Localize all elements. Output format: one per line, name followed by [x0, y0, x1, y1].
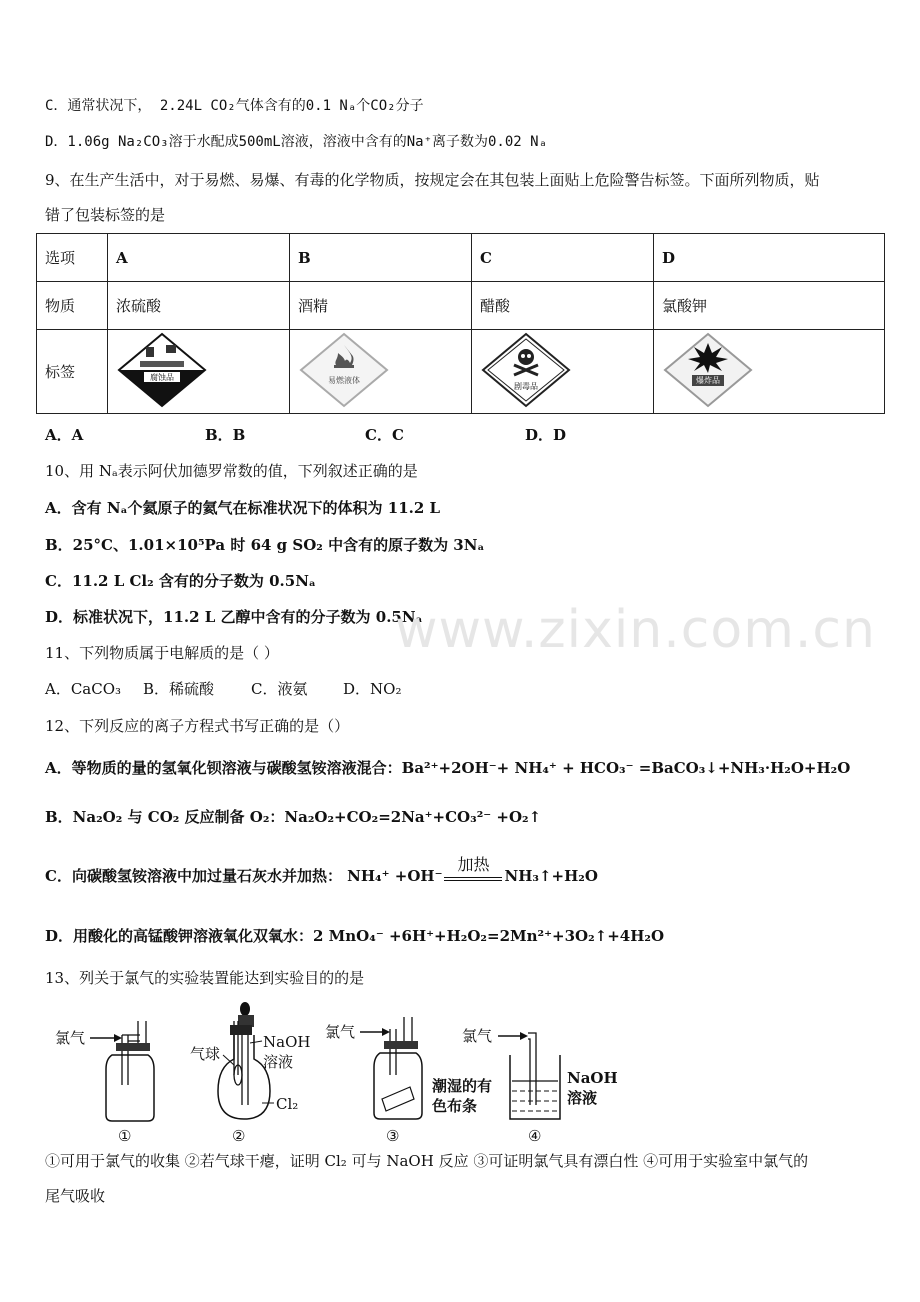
q13-statement-line2: 尾气吸收 [45, 1187, 106, 1205]
q13-stem: 13、列关于氯气的实验装置能达到实验目的的是 [45, 969, 365, 987]
table-cell [108, 330, 290, 414]
q12-option-b[interactable]: B．Na₂O₂ 与 CO₂ 反应制备 O₂：Na₂O₂+CO₂=2Na⁺+CO₃²⁻ +O₂↑ [45, 808, 542, 826]
q8-option-c: C．通常状况下， 2.24L CO₂气体含有的0.1 Nₐ个CO₂分子 [45, 98, 424, 114]
chlorine-label: 氯气 [462, 1027, 493, 1045]
table-row [37, 330, 885, 414]
table-header-cell: B [290, 234, 472, 282]
label-text: 易燃液体 [328, 375, 360, 385]
q12-option-c[interactable] [45, 855, 598, 886]
q11-stem: 11、下列物质属于电解质的是（ ） [45, 644, 279, 662]
q12-option-c-post: NH₃↑+H₂O [504, 867, 598, 885]
q10-option-c[interactable]: C．11.2 L Cl₂ 含有的分子数为 0.5Nₐ [45, 572, 316, 590]
table-cell [290, 330, 472, 414]
table-cell [472, 330, 654, 414]
chlorine-label: 氯气 [325, 1023, 356, 1041]
q9-options [45, 425, 566, 445]
table-row [37, 282, 885, 330]
naoh-label: NaOH [263, 1033, 311, 1051]
q10-stem: 10、用 Nₐ表示阿伏加德罗常数的值，下列叙述正确的是 [45, 462, 418, 480]
q9-option[interactable]: A．A [45, 426, 84, 444]
table-cell: 浓硫酸 [108, 282, 290, 330]
watermark: www.zixin.com.cn [395, 600, 876, 660]
table-header-cell: A [108, 234, 290, 282]
label-text: 爆炸品 [696, 375, 720, 385]
corrosive-label-icon [116, 331, 208, 409]
q11-option[interactable]: B．稀硫酸 [143, 680, 215, 698]
table-cell: 醋酸 [472, 282, 654, 330]
reaction-condition [444, 855, 502, 881]
apparatus-1 [55, 1021, 154, 1145]
q8-option-d: D．1.06g Na₂CO₃溶于水配成500mL溶液，溶液中含有的Na⁺离子数为0.02 Nₐ [45, 134, 548, 150]
solution-label: 溶液 [263, 1053, 294, 1071]
table-cell: 物质 [37, 282, 108, 330]
q9-stem-line2: 错了包装标签的是 [45, 206, 166, 224]
balloon-label: 气球 [190, 1045, 221, 1063]
toxic-label-icon [480, 331, 572, 409]
table-cell: 酒精 [290, 282, 472, 330]
q12-stem: 12、下列反应的离子方程式书写正确的是（） [45, 717, 350, 735]
q11-options [45, 679, 401, 699]
q9-option[interactable]: D．D [525, 426, 567, 444]
table-cell: 标签 [37, 330, 108, 414]
explosive-label-icon [662, 331, 754, 409]
table-header-cell: 选项 [37, 234, 108, 282]
q11-option[interactable]: A．CaCO₃ [45, 680, 122, 698]
apparatus-number: ④ [528, 1127, 542, 1145]
table-cell: 氯酸钾 [654, 282, 885, 330]
table-cell [654, 330, 885, 414]
q9-option[interactable]: B．B [205, 426, 246, 444]
table-row [37, 234, 885, 282]
apparatus-number: ② [232, 1127, 246, 1145]
condition-text: 加热 [457, 855, 490, 874]
q12-option-a[interactable]: A．等物质的量的氢氧化钡溶液与碳酸氢铵溶液混合：Ba²⁺+2OH⁻+ NH₄⁺ + HCO₃⁻ =BaCO₃↓+NH₃·H₂O+H₂O [45, 759, 851, 777]
q10-option-d[interactable]: D．标准状况下，11.2 L 乙醇中含有的分子数为 0.5Nₐ [45, 608, 423, 626]
naoh-label: NaOH [567, 1069, 618, 1087]
q10-option-a[interactable]: A．含有 Nₐ个氦原子的氦气在标准状况下的体积为 11.2 L [45, 499, 441, 517]
q9-stem-line1: 9、在生产生活中，对于易燃、易爆、有毒的化学物质，按规定会在其包装上面贴上危险警告标签。下面所列物质，贴 [45, 171, 820, 189]
solution-label: 溶液 [567, 1089, 598, 1107]
q10-option-b[interactable]: B．25°C、1.01×10⁵Pa 时 64 g SO₂ 中含有的原子数为 3Nₐ [45, 536, 485, 554]
table-header-cell: C [472, 234, 654, 282]
label-text: 剧毒品 [514, 381, 538, 391]
apparatus-number: ① [118, 1127, 132, 1145]
label-text: 腐蚀品 [150, 372, 174, 382]
wet-cloth-label-2: 色布条 [432, 1097, 478, 1115]
q12-option-c-pre: C．向碳酸氢铵溶液中加过量石灰水并加热： NH₄⁺ +OH⁻ [45, 867, 443, 885]
q9-option[interactable]: C．C [365, 426, 404, 444]
cl2-label: Cl₂ [276, 1095, 299, 1113]
wet-cloth-label-1: 潮湿的有 [432, 1077, 493, 1095]
q11-option[interactable]: D．NO₂ [343, 680, 402, 698]
q13-apparatus-figure [50, 995, 620, 1145]
q13-statement-line1: ①可用于氯气的收集 ②若气球干瘪，证明 Cl₂ 可与 NaOH 反应 ③可证明氯气具有漂白性 ④可用于实验室中氯气的 [45, 1152, 809, 1170]
apparatus-2 [190, 1002, 310, 1145]
q9-table [36, 233, 885, 414]
equal-arrow [444, 877, 502, 881]
q11-option[interactable]: C．液氨 [251, 680, 308, 698]
flammable-label-icon [298, 331, 390, 409]
apparatus-number: ③ [386, 1127, 400, 1145]
table-header-cell: D [654, 234, 885, 282]
chlorine-label: 氯气 [55, 1029, 86, 1047]
q12-option-d[interactable]: D．用酸化的高锰酸钾溶液氧化双氧水：2 MnO₄⁻ +6H⁺+H₂O₂=2Mn²⁺+3O₂↑+4H₂O [45, 927, 665, 945]
